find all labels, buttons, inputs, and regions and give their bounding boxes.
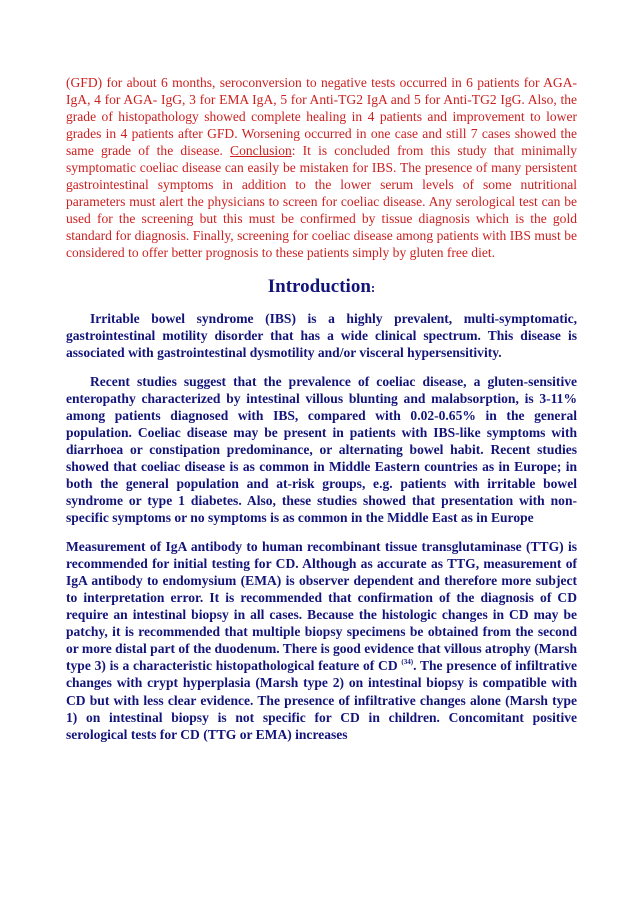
testing-text-part1: Measurement of IgA antibody to human recombinant tissue transglutaminase (TTG) is recommended for initial testing for CD. Although as accurate as TTG, measurement of IgA antibody to endomysium (EMA) is observer dependent and therefore more subject to interpretation error. It is recommended that confirmation of the diagnosis of CD require an intestinal biopsy in all cases. Because the histologic changes in CD may be patchy, it is recommended that multiple biopsy specimens be obtained from the second or more distal part of the duodenum. There is good evidence that villous atrophy (Marsh type 3) is a characteristic histopathological feature of CD [66,539,577,674]
citation-reference: (34) [401,658,414,667]
introduction-heading-colon: : [370,279,376,295]
abstract-conclusion-text: : It is concluded from this study that minimally symptomatic coeliac disease can easily be mistaken for IBS. The presence of many persistent gastrointestinal symptoms in addition to the lower serum levels of some nutritional parameters must alert the physicians to screen for coeliac disease. Any serological test can be used for the screening but this must be confirmed by tissue diagnosis which is the gold standard for diagnosis. Finally, screening for coeliac disease among patients with IBS must be considered to offer better prognosis to these patients simply by gluten free diet. [66,143,577,261]
introduction-heading [66,276,577,299]
document-page [66,74,577,755]
introduction-heading-text: Introduction [267,275,371,297]
testing-text-part2: . The presence of infiltrative changes with crypt hyperplasia (Marsh type 2) on intestinal biopsy is compatible with CD but with less clear evidence. The presence of infiltrative changes alone (Marsh type 1) on intestinal biopsy is not specific for CD in children. Concomitant positive serological tests for CD (TTG or EMA) increases [66,658,577,742]
intro-paragraph-testing [66,538,577,743]
intro-paragraph-ibs: Irritable bowel syndrome (IBS) is a highly prevalent, multi-symptomatic, gastrointestinal motility disorder that has a wide clinical spectrum. This disease is associated with gastrointestinal dysmotility and/or visceral hypersensitivity. [66,310,577,360]
conclusion-label: Conclusion [230,143,292,159]
intro-paragraph-prevalence: Recent studies suggest that the prevalence of coeliac disease, a gluten-sensitive enteropathy characterized by intestinal villous blunting and malabsorption, is 3-11% among patients diagnosed with IBS, compared with 0.02-0.65% in the general population. Coeliac disease may be present in patients with IBS-like symptoms with diarrhoea or constipation predominance, or alternating bowel habit. Recent studies showed that coeliac disease is as common in Middle Eastern countries as in Europe; in both the general population and at-risk groups, e.g. patients with irritable bowel syndrome or type 1 diabetes. Also, these studies showed that presentation with non-specific symptoms or no symptoms is as common in the Middle East as in Europe [66,373,577,526]
abstract-results-text: (GFD) for about 6 months, seroconversion to negative tests occurred in 6 patients for AGA-IgA, 4 for AGA- IgG, 3 for EMA IgA, 5 for Anti-TG2 IgA and 5 for Anti-TG2 IgG. Also, the grade of histopathology showed complete healing in 4 patients and improvement to lower grades in 4 patients after GFD. Worsening occurred in one case and still 7 cases showed the same grade of the disease. [66,75,577,159]
abstract-results-conclusion [66,74,577,262]
